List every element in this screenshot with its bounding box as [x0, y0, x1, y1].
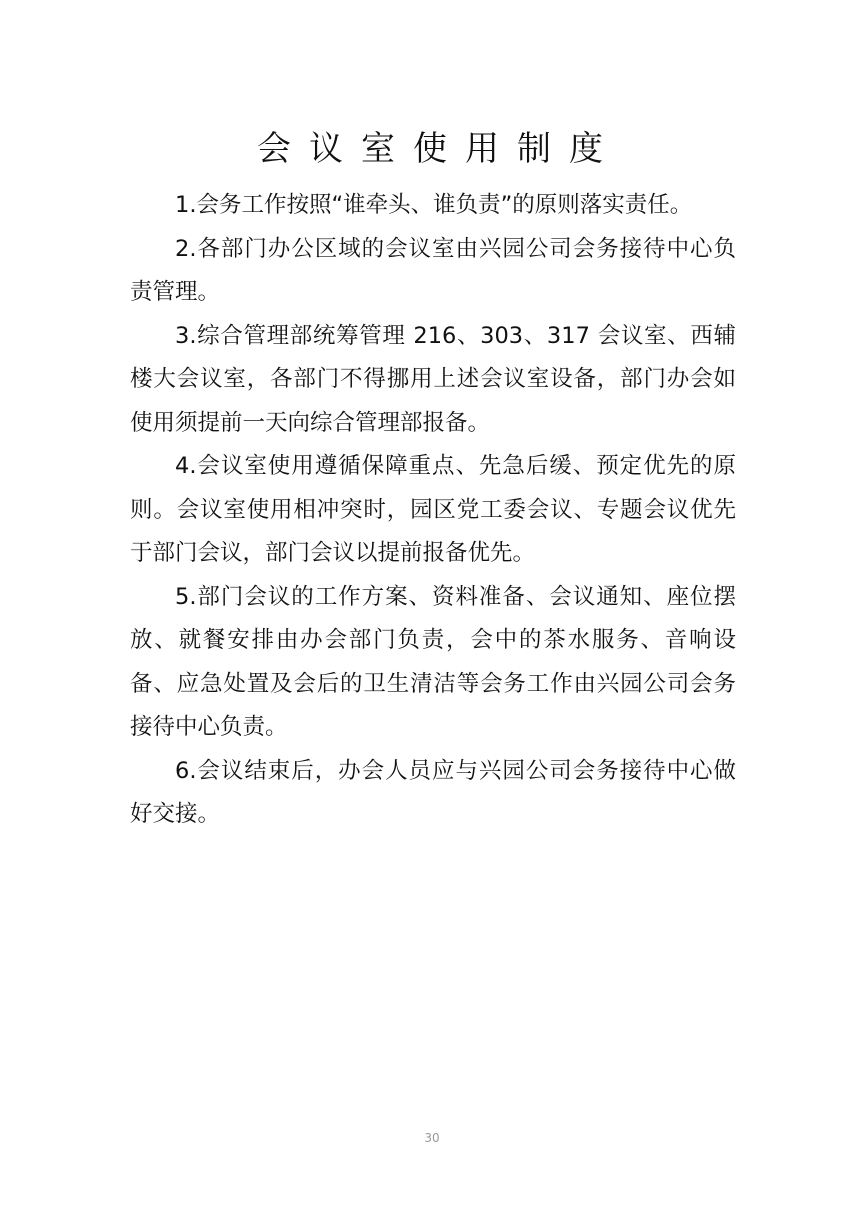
rule-paragraph-3: 3.综合管理部统筹管理 216、303、317 会议室、西辅楼大会议室，各部门不得挪用上述会议室设备，部门办会如使用须提前一天向综合管理部报备。 [130, 322, 736, 436]
page-number: 30 [424, 1131, 440, 1145]
document-body [130, 184, 736, 837]
rule-paragraph-2: 2.各部门办公区域的会议室由兴园公司会务接待中心负责管理。 [130, 235, 736, 305]
rule-paragraph-1: 1.会务工作按照“谁牵头、谁负责”的原则落实责任。 [175, 192, 693, 218]
document-title: 会议室使用制度 [257, 129, 621, 169]
rule-paragraph-4: 4.会议室使用遵循保障重点、先急后缓、预定优先的原则。会议室使用相冲突时，园区党工委会议、专题会议优先于部门会议，部门会议以提前报备优先。 [130, 453, 736, 566]
rule-paragraph-5: 5.部门会议的工作方案、资料准备、会议通知、座位摆放、就餐安排由办会部门负责，会中的茶水服务、音响设备、应急处置及会后的卫生清洁等会务工作由兴园公司会务接待中心负责。 [130, 583, 736, 740]
rule-paragraph-6: 6.会议结束后，办会人员应与兴园公司会务接待中心做好交接。 [130, 757, 736, 827]
